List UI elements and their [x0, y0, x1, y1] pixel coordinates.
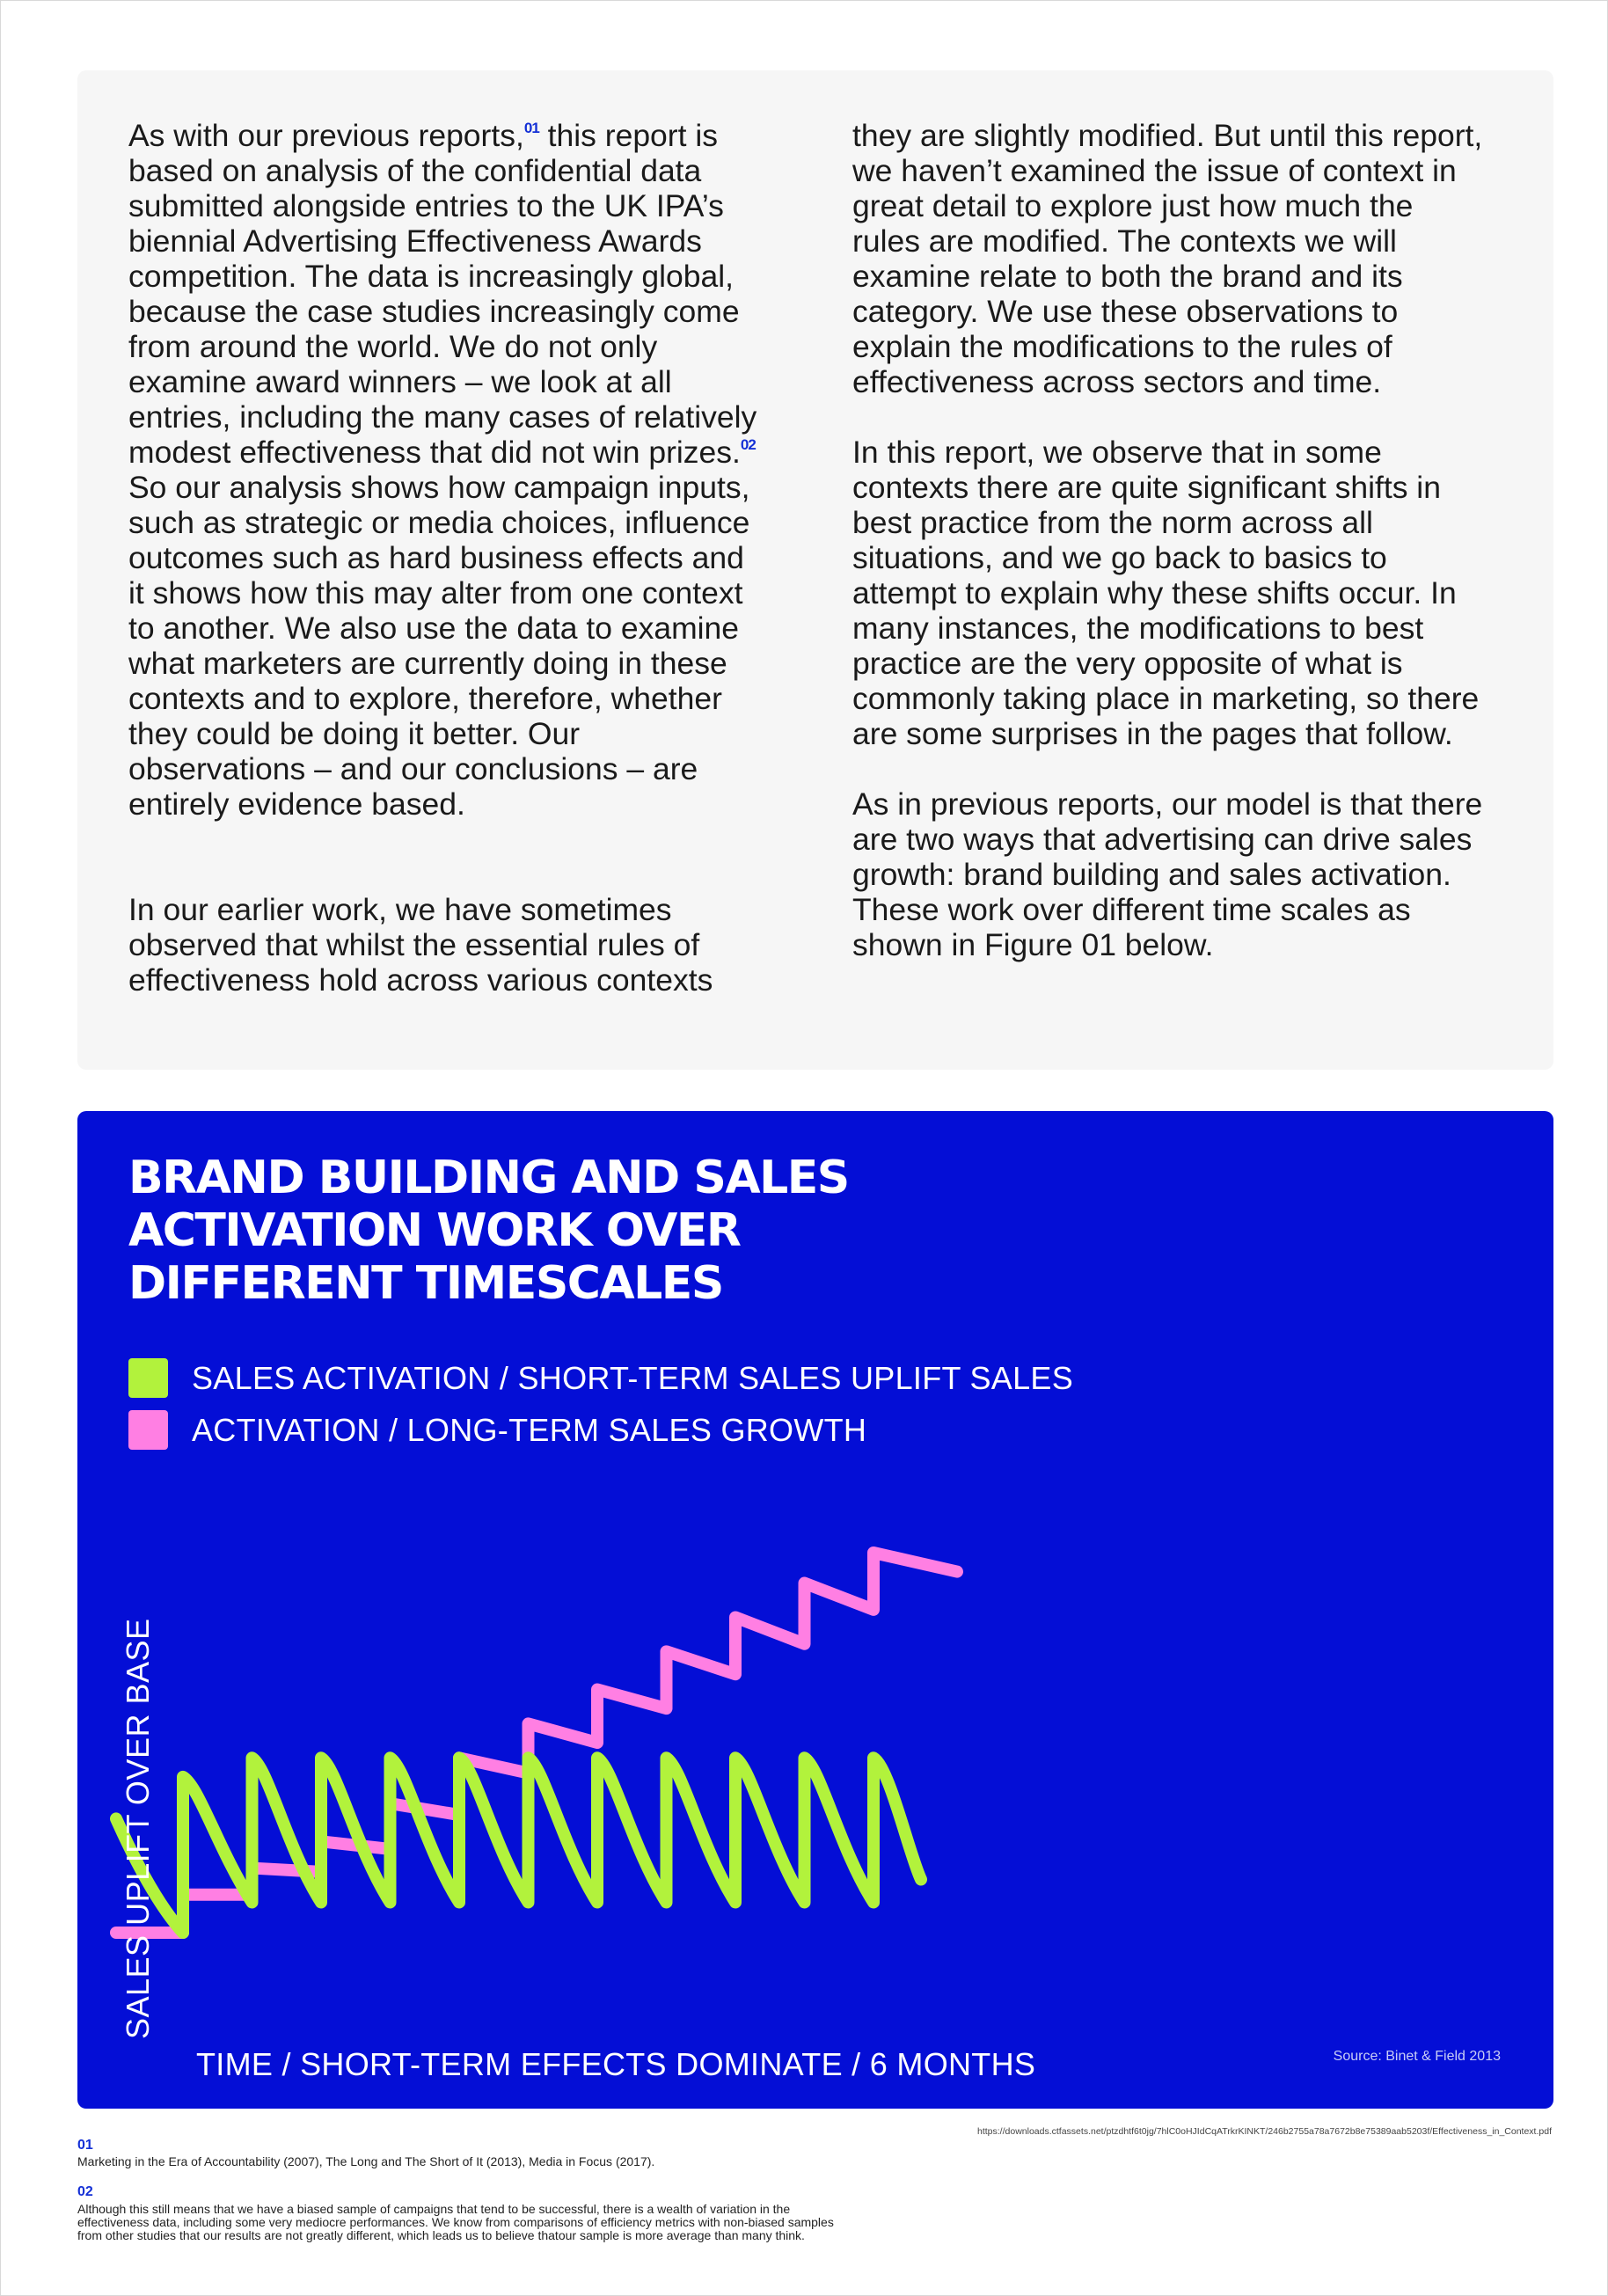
footnote-text-02: Although this still means that we have a biased sample of campaigns that tend to be successful, there is a wealth of variation in the effectiveness data, including some very mediocre performances. We know from comparisons of efficiency metrics with non-biased samples from other studies that our results are not greatly different, which leads us to believe thatour sample is more average than many think. [77, 2202, 834, 2242]
footnote-ref-02[interactable]: 02 [740, 436, 756, 453]
footnote-text-01: Marketing in the Era of Accountability (2007), The Long and The Short of It (2013), Media in Focus (2017). [77, 2154, 655, 2168]
footnote-ref-01[interactable]: 01 [523, 120, 539, 136]
left-text-column [128, 118, 762, 998]
right-text-column [852, 118, 1486, 962]
legend-label: SALES ACTIVATION / SHORT-TERM SALES UPLIFT SALES [192, 1359, 1074, 1396]
paragraph-intro [128, 118, 762, 822]
chart-plot-area [77, 1111, 1553, 2109]
y-axis-label: SALES UPLIFT OVER BASE [120, 1618, 156, 2039]
paragraph-text: As with our previous reports, [128, 118, 524, 153]
intro-text-panel [77, 70, 1553, 1070]
figure-title-line: DIFFERENT TIMESCALES [128, 1257, 723, 1310]
footnote-number-01: 01 [77, 2138, 93, 2153]
legend-label: ACTIVATION / LONG-TERM SALES GROWTH [192, 1411, 867, 1448]
x-axis-label: TIME / SHORT-TERM EFFECTS DOMINATE / 6 MONTHS [196, 2046, 1036, 2082]
figure-source: Source: Binet & Field 2013 [1333, 2049, 1501, 2064]
paragraph-earlier-work: In our earlier work, we have sometimes observed that whilst the essential rules of effectiveness hold across various contexts [128, 892, 713, 998]
figure-title-line: ACTIVATION WORK OVER [128, 1204, 741, 1257]
paragraph-best-practice: In this report, we observe that in some contexts there are quite significant shifts in best practice from the norm across all situations, and we go back to basics to attempt to explain why these shifts occur. In many instances, the modifications to best practice are the very opposite of what is commonly taking place in marketing, so there are some surprises in the pages that follow. [852, 435, 1480, 751]
source-url[interactable]: https://downloads.ctfassets.net/ptzdhtf6t0jg/7hlC0oHJIdCqATrkrKINKT/246b2755a78a7672b8e75389aab5203f/Effectiveness_in_Context.pdf [977, 2126, 1552, 2137]
footnote-number-02: 02 [77, 2184, 93, 2199]
paragraph-text: this report is based on analysis of the confidential data submitted alongside entries to the UK IPA’s biennial Advertising Effectiveness Awards competition. The data is increasingly global, because the case studies increasingly come from around the world. We do not only examine award winners – we look at all entries, including the many cases of relatively modest effectiveness that did not win prizes. [128, 118, 757, 470]
paragraph-modified-rules: they are slightly modified. But until this report, we haven’t examined the issue of context in great detail to explore just how much the rules are modified. The contexts we will examine relate to both the brand and its category. We use these observations to explain the modifications to the rules of effectiveness across sectors and time. [852, 118, 1483, 399]
paragraph-model: As in previous reports, our model is that there are two ways that advertising can drive sales growth: brand building and sales activation. These work over different time scales as shown in Figure 01 below. [852, 786, 1483, 962]
series-line-sales-activation [116, 1758, 921, 1933]
paragraph-text: So our analysis shows how campaign inputs, such as strategic or media choices, influence outcomes such as hard business effects and it shows how this may alter from one context to another. We also use the data to examine what marketers are currently doing in these contexts and to explore, therefore, whether they could be doing it better. Our observations – and our conclusions – are entirely evidence based. [128, 470, 750, 822]
figure-01-panel [77, 1111, 1553, 2109]
figure-title-line: BRAND BUILDING AND SALES [128, 1152, 849, 1204]
